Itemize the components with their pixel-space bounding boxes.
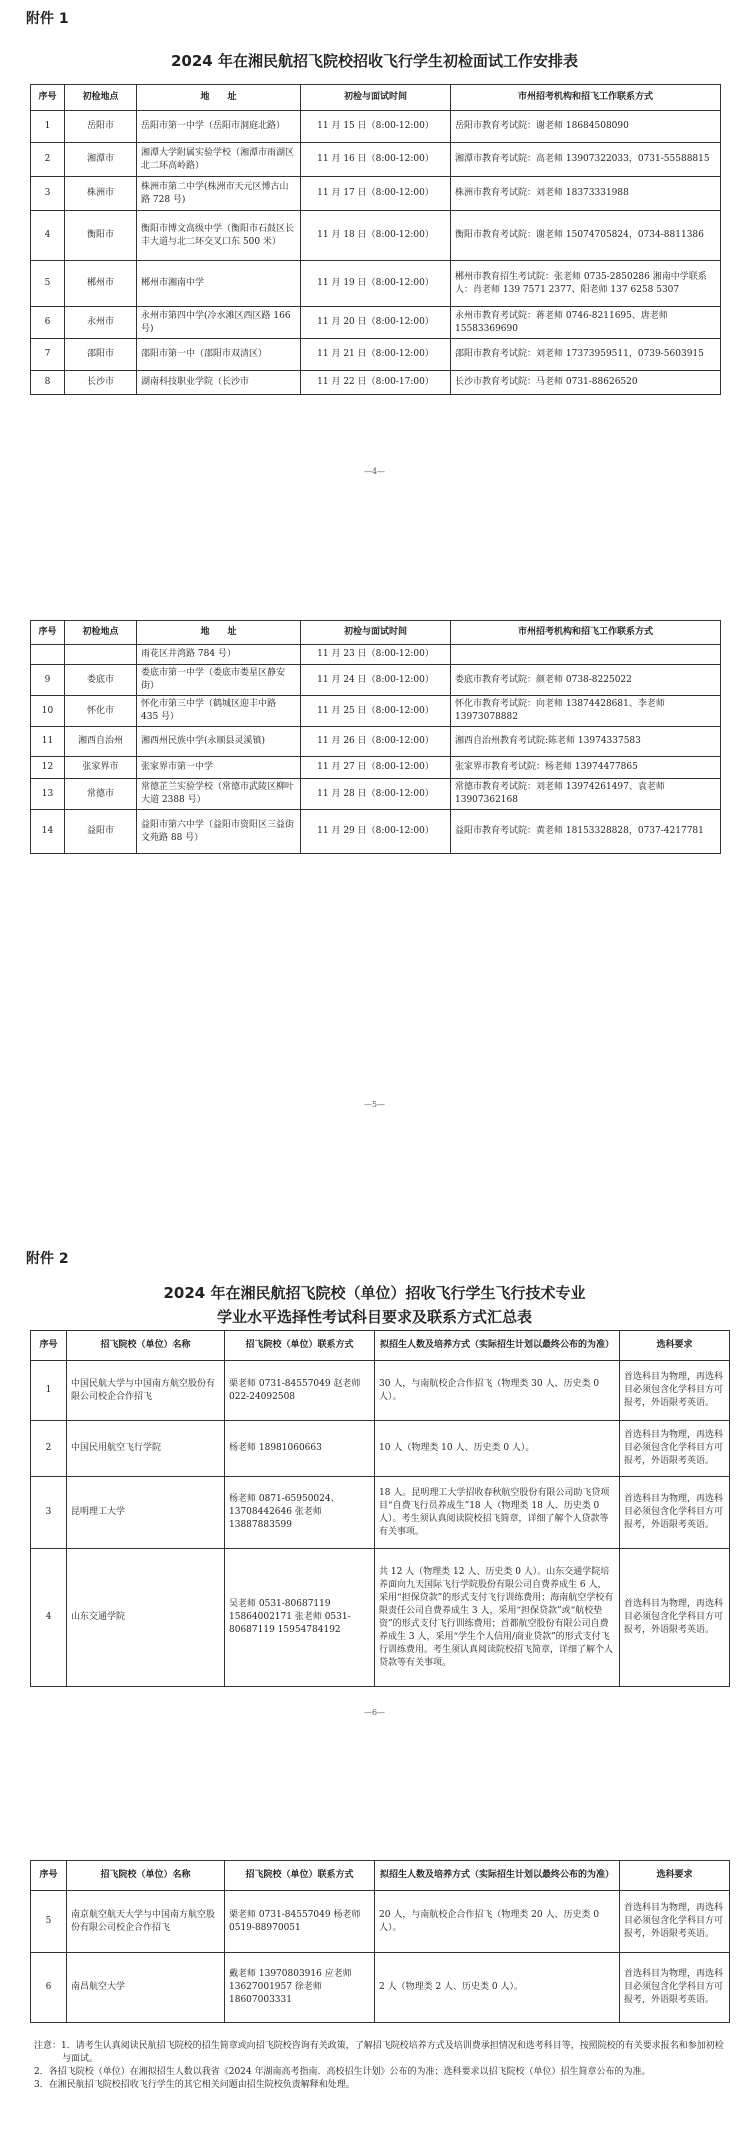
cell-no: 8 — [31, 371, 65, 395]
cell-plan: 20 人，与南航校企合作招飞（物理类 20 人、历史类 0 人）。 — [375, 1891, 620, 1953]
cell-req: 首选科目为物理，再选科目必须包含化学科目方可报考，外语限考英语。 — [620, 1549, 730, 1687]
cell-no: 11 — [31, 727, 65, 757]
cell-no: 1 — [31, 1361, 67, 1421]
cell-city: 长沙市 — [65, 371, 137, 395]
cell-req: 首选科目为物理，再选科目必须包含化学科目方可报考，外语限考英语。 — [620, 1361, 730, 1421]
cell-time: 11 月 28 日（8:00-12:00） — [301, 779, 451, 810]
cell-no: 9 — [31, 665, 65, 696]
table-row — [31, 1953, 730, 2023]
column-header: 序号 — [31, 85, 65, 111]
cell-time: 11 月 25 日（8:00-12:00） — [301, 696, 451, 727]
cell-addr: 邵阳市第一中（邵阳市双清区） — [137, 339, 301, 371]
column-header: 招飞院校（单位）名称 — [67, 1331, 225, 1361]
cell-contact: 郴州市教育招生考试院：张老师 0735-2850286 湘南中学联系人：肖老师 139 7571 2377、阳老师 137 6258 5307 — [451, 261, 721, 307]
table-row — [31, 177, 721, 211]
table-row — [31, 1361, 730, 1421]
cell-no: 10 — [31, 696, 65, 727]
cell-addr: 雨花区井湾路 784 号） — [137, 645, 301, 665]
cell-plan: 30 人，与南航校企合作招飞（物理类 30 人、历史类 0 人）。 — [375, 1361, 620, 1421]
cell-addr: 郴州市湘南中学 — [137, 261, 301, 307]
cell-addr: 永州市第四中学(冷水滩区西区路 166 号) — [137, 307, 301, 339]
cell-city: 永州市 — [65, 307, 137, 339]
table-row — [31, 1891, 730, 1953]
table-row — [31, 371, 721, 395]
requirements-table-page-4 — [30, 1860, 730, 2023]
cell-addr: 张家界市第一中学 — [137, 757, 301, 779]
column-header: 选科要求 — [620, 1331, 730, 1361]
cell-contact: 吴老师 0531-80687119 15864002171 张老师 0531-80687119 15954784192 — [225, 1549, 375, 1687]
cell-contact: 常德市教育考试院：刘老师 13974261497、袁老师 13907362168 — [451, 779, 721, 810]
cell-req: 首选科目为物理，再选科目必须包含化学科目方可报考，外语限考英语。 — [620, 1953, 730, 2023]
cell-plan: 18 人。昆明理工大学招收春秋航空股份有限公司助飞贷项目“自费飞行员养成生”18 人（物理类 18 人、历史类 0 人）。考生须认真阅读院校招飞简章，详细了解个人贷款等有关事项。 — [375, 1477, 620, 1549]
column-header: 招飞院校（单位）联系方式 — [225, 1861, 375, 1891]
cell-city: 湘潭市 — [65, 143, 137, 177]
cell-contact: 杨老师 18981060663 — [225, 1421, 375, 1477]
cell-no: 4 — [31, 1549, 67, 1687]
cell-school: 中国民航大学与中国南方航空股份有限公司校企合作招飞 — [67, 1361, 225, 1421]
cell-addr: 株洲市第二中学(株洲市天元区博古山路 728 号) — [137, 177, 301, 211]
requirements-table-page-3 — [30, 1330, 730, 1687]
cell-city: 湘西自治州 — [65, 727, 137, 757]
cell-school: 南昌航空大学 — [67, 1953, 225, 2023]
cell-time: 11 月 24 日（8:00-12:00） — [301, 665, 451, 696]
table-row — [31, 810, 721, 854]
page-number: —6— — [363, 1708, 386, 1717]
table-row — [31, 757, 721, 779]
cell-no: 6 — [31, 307, 65, 339]
note-item: 注意：1．请考生认真阅读民航招飞院校的招生简章或向招飞院校咨询有关政策，了解招飞院校培养方式及培训费承担情况和选考科目等，按照院校的有关要求报名和参加初检与面试。 — [34, 2041, 724, 2064]
cell-contact: 永州市教育考试院：蒋老师 0746-8211695、唐老师 15583369690 — [451, 307, 721, 339]
column-header: 序号 — [31, 1331, 67, 1361]
cell-addr: 娄底市第一中学（娄底市娄星区静安街） — [137, 665, 301, 696]
column-header: 市州招考机构和招飞工作联系方式 — [451, 85, 721, 111]
cell-no: 5 — [31, 261, 65, 307]
attachment-2-title-line-1: 2024 年在湘民航招飞院校（单位）招收飞行学生飞行技术专业 — [163, 1284, 586, 1302]
cell-city — [65, 645, 137, 665]
cell-city: 邵阳市 — [65, 339, 137, 371]
cell-contact: 湘潭市教育考试院：高老师 13907322033，0731-55588815 — [451, 143, 721, 177]
cell-contact: 戴老师 13970803916 应老师 13627001957 徐老师 18607003331 — [225, 1953, 375, 2023]
cell-contact: 衡阳市教育考试院：谢老师 15074705824，0734-8811386 — [451, 211, 721, 261]
table-row — [31, 111, 721, 143]
cell-addr: 湘潭大学附属实验学校（湘潭市雨湖区北二环高岭路） — [137, 143, 301, 177]
column-header: 拟招生人数及培养方式（实际招生计划以最终公布的为准） — [375, 1331, 620, 1361]
cell-contact: 邵阳市教育考试院：刘老师 17373959511，0739-5603915 — [451, 339, 721, 371]
cell-school: 南京航空航天大学与中国南方航空股份有限公司校企合作招飞 — [67, 1891, 225, 1953]
cell-time: 11 月 16 日（8:00-12:00） — [301, 143, 451, 177]
cell-no: 12 — [31, 757, 65, 779]
table-row — [31, 645, 721, 665]
column-header: 招飞院校（单位）联系方式 — [225, 1331, 375, 1361]
attachment-1-title: 2024 年在湘民航招飞院校招收飞行学生初检面试工作安排表 — [171, 52, 578, 70]
cell-plan: 2 人（物理类 2 人、历史类 0 人）。 — [375, 1953, 620, 2023]
column-header: 市州招考机构和招飞工作联系方式 — [451, 621, 721, 645]
cell-no: 7 — [31, 339, 65, 371]
cell-time: 11 月 15 日（8:00-12:00） — [301, 111, 451, 143]
cell-city: 娄底市 — [65, 665, 137, 696]
table-row — [31, 1549, 730, 1687]
cell-city: 张家界市 — [65, 757, 137, 779]
cell-addr: 益阳市第六中学（益阳市资阳区三益街文苑路 88 号） — [137, 810, 301, 854]
table-row — [31, 1421, 730, 1477]
cell-no: 2 — [31, 143, 65, 177]
cell-time: 11 月 29 日（8:00-12:00） — [301, 810, 451, 854]
cell-time: 11 月 18 日（8:00-12:00） — [301, 211, 451, 261]
note-item: 2．各招飞院校（单位）在湘拟招生人数以我省《2024 年湖南高考指南．高校招生计划》公布的为准；选科要求以招飞院校（单位）招生简章公布的为准。 — [34, 2067, 651, 2077]
cell-contact: 岳阳市教育考试院：谢老师 18684508090 — [451, 111, 721, 143]
column-header: 招飞院校（单位）名称 — [67, 1861, 225, 1891]
cell-contact: 杨老师 0871-65950024、13708442646 张老师 13887883599 — [225, 1477, 375, 1549]
column-header: 序号 — [31, 1861, 67, 1891]
table-row — [31, 261, 721, 307]
cell-no: 13 — [31, 779, 65, 810]
cell-contact: 张家界市教育考试院：杨老师 13974477865 — [451, 757, 721, 779]
cell-contact: 株洲市教育考试院：刘老师 18373331988 — [451, 177, 721, 211]
cell-time: 11 月 20 日（8:00-12:00） — [301, 307, 451, 339]
table-row — [31, 307, 721, 339]
schedule-table-page-1 — [30, 84, 721, 395]
cell-time: 11 月 26 日（8:00-12:00） — [301, 727, 451, 757]
cell-city: 常德市 — [65, 779, 137, 810]
cell-no: 3 — [31, 1477, 67, 1549]
cell-time: 11 月 23 日（8:00-12:00） — [301, 645, 451, 665]
attachment-1-label: 附件 1 — [26, 11, 69, 27]
cell-contact: 娄底市教育考试院：颜老师 0738-8225022 — [451, 665, 721, 696]
cell-school: 中国民用航空飞行学院 — [67, 1421, 225, 1477]
column-header: 地 址 — [137, 621, 301, 645]
cell-school: 昆明理工大学 — [67, 1477, 225, 1549]
table-row — [31, 727, 721, 757]
attachment-2-title-line-2: 学业水平选择性考试科目要求及联系方式汇总表 — [216, 1308, 532, 1326]
table-row — [31, 143, 721, 177]
note-item: 3．在湘民航招飞院校招收飞行学生的其它相关问题由招生院校负责解释和处理。 — [34, 2080, 355, 2090]
cell-no: 3 — [31, 177, 65, 211]
cell-contact — [451, 645, 721, 665]
cell-addr: 湘西州民族中学(永顺县灵溪镇) — [137, 727, 301, 757]
cell-no: 5 — [31, 1891, 67, 1953]
cell-city: 怀化市 — [65, 696, 137, 727]
column-header: 初检地点 — [65, 621, 137, 645]
cell-school: 山东交通学院 — [67, 1549, 225, 1687]
cell-req: 首选科目为物理，再选科目必须包含化学科目方可报考，外语限考英语。 — [620, 1421, 730, 1477]
cell-city: 益阳市 — [65, 810, 137, 854]
cell-req: 首选科目为物理，再选科目必须包含化学科目方可报考，外语限考英语。 — [620, 1477, 730, 1549]
schedule-table-page-2 — [30, 620, 721, 854]
cell-contact: 栗老师 0731-84557049 赵老师 022-24092508 — [225, 1361, 375, 1421]
column-header: 选科要求 — [620, 1861, 730, 1891]
cell-city: 郴州市 — [65, 261, 137, 307]
column-header: 地 址 — [137, 85, 301, 111]
cell-no: 6 — [31, 1953, 67, 2023]
table-row — [31, 779, 721, 810]
cell-time: 11 月 21 日（8:00-12:00） — [301, 339, 451, 371]
cell-city: 衡阳市 — [65, 211, 137, 261]
cell-no — [31, 645, 65, 665]
cell-time: 11 月 19 日（8:00-12:00） — [301, 261, 451, 307]
page-number: —4— — [363, 467, 386, 476]
page-number: —5— — [363, 1100, 386, 1109]
cell-addr: 怀化市第三中学（鹤城区迎丰中路 435 号） — [137, 696, 301, 727]
cell-no: 2 — [31, 1421, 67, 1477]
cell-city: 株洲市 — [65, 177, 137, 211]
cell-no: 1 — [31, 111, 65, 143]
cell-no: 4 — [31, 211, 65, 261]
cell-addr: 湖南科技职业学院（长沙市 — [137, 371, 301, 395]
table-row — [31, 665, 721, 696]
cell-addr: 常德芷兰实验学校（常德市武陵区柳叶大道 2388 号） — [137, 779, 301, 810]
cell-time: 11 月 17 日（8:00-12:00） — [301, 177, 451, 211]
cell-contact: 栗老师 0731-84557049 杨老师 0519-88970051 — [225, 1891, 375, 1953]
notes-section — [34, 2040, 724, 2092]
cell-plan: 10 人（物理类 10 人、历史类 0 人）。 — [375, 1421, 620, 1477]
cell-time: 11 月 22 日（8:00-17:00） — [301, 371, 451, 395]
table-row — [31, 1477, 730, 1549]
column-header: 初检与面试时间 — [301, 621, 451, 645]
attachment-2-label: 附件 2 — [26, 1251, 69, 1267]
cell-req: 首选科目为物理，再选科目必须包含化学科目方可报考，外语限考英语。 — [620, 1891, 730, 1953]
cell-contact: 长沙市教育考试院：马老师 0731-88626520 — [451, 371, 721, 395]
cell-contact: 益阳市教育考试院：黄老师 18153328828，0737-4217781 — [451, 810, 721, 854]
cell-no: 14 — [31, 810, 65, 854]
column-header: 序号 — [31, 621, 65, 645]
cell-contact: 湘西自治州教育考试院:陈老师 13974337583 — [451, 727, 721, 757]
table-row — [31, 696, 721, 727]
table-row — [31, 339, 721, 371]
cell-contact: 怀化市教育考试院：向老师 13874428681、李老师 13973078882 — [451, 696, 721, 727]
cell-city: 岳阳市 — [65, 111, 137, 143]
cell-addr: 衡阳市博文高级中学（衡阳市石鼓区长丰大道与北二环交叉口东 500 米） — [137, 211, 301, 261]
column-header: 拟招生人数及培养方式（实际招生计划以最终公布的为准） — [375, 1861, 620, 1891]
column-header: 初检与面试时间 — [301, 85, 451, 111]
cell-addr: 岳阳市第一中学（岳阳市洞庭北路） — [137, 111, 301, 143]
table-row — [31, 211, 721, 261]
column-header: 初检地点 — [65, 85, 137, 111]
cell-time: 11 月 27 日（8:00-12:00） — [301, 757, 451, 779]
cell-plan: 共 12 人（物理类 12 人、历史类 0 人）。山东交通学院培养面向九天国际飞行学院股份有限公司自费养成生 6 人，采用“担保贷款”的形式支付飞行训练费用；海南航空学校有限责任公司自费养成生 3 人，采用“担保贷款”或“航校垫资”的形式支付飞行训练费用；首都航空股份有限公司自费养成生 3 人，采用“学生个人信用/商业贷款”的形式支付飞行训练费用。考生须认真阅读院校招飞简章，详细了解个人贷款等有关事项。 — [375, 1549, 620, 1687]
